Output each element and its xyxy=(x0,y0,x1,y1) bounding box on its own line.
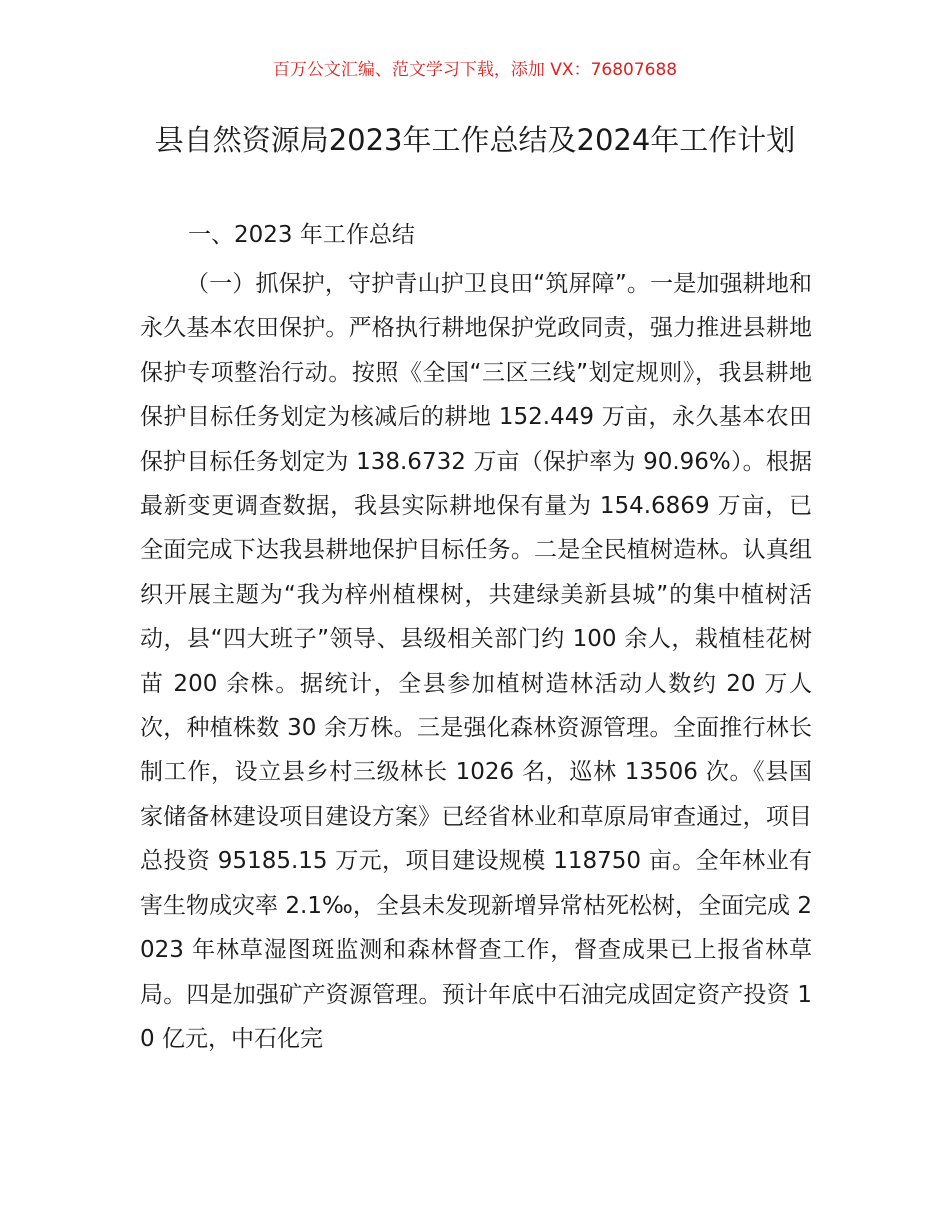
document-title: 县自然资源局2023年工作总结及2024年工作计划 xyxy=(154,123,796,157)
body-paragraph: （一）抓保护，守护青山护卫良田“筑屏障”。一是加强耕地和永久基本农田保护。严格执行耕地保护党政同责，强力推进县耕地保护专项整治行动。按照《全国“三区三线”划定规则》，我县耕地保护目标任务划定为核减后的耕地 152.449 万亩，永久基本农田保护目标任务划定为 138.6732 万亩（保护率为 90.96%）。根据最新变更调查数据，我县实际耕地保有量为 154.6869 万亩，已全面完成下达我县耕地保护目标任务。二是全民植树造林。认真组织开展主题为“我为梓州植棵树，共建绿美新县城”的集中植树活动，县“四大班子”领导、县级相关部门约 100 余人，栽植桂花树苗 200 余株。据统计，全县参加植树造林活动人数约 20 万人次，种植株数 30 余万株。三是强化森林资源管理。全面推行林长制工作，设立县乡村三级林长 1026 名，巡林 13506 次。《县国家储备林建设项目建设方案》已经省林业和草原局审查通过，项目总投资 95185.15 万元，项目建设规模 118750 亩。全年林业有害生物成灾率 2.1‰，全县未发现新增异常枯死松树，全面完成 2023 年林草湿图斑监测和森林督查工作，督查成果已上报省林草局。四是加强矿产资源管理。预计年底中石油完成固定资产投资 10 亿元，中石化完 xyxy=(140,271,812,1052)
header-promo-note: 百万公文汇编、范文学习下载，添加 VX：76807688 xyxy=(272,60,678,80)
section-heading: 一、2023 年工作总结 xyxy=(188,222,415,248)
